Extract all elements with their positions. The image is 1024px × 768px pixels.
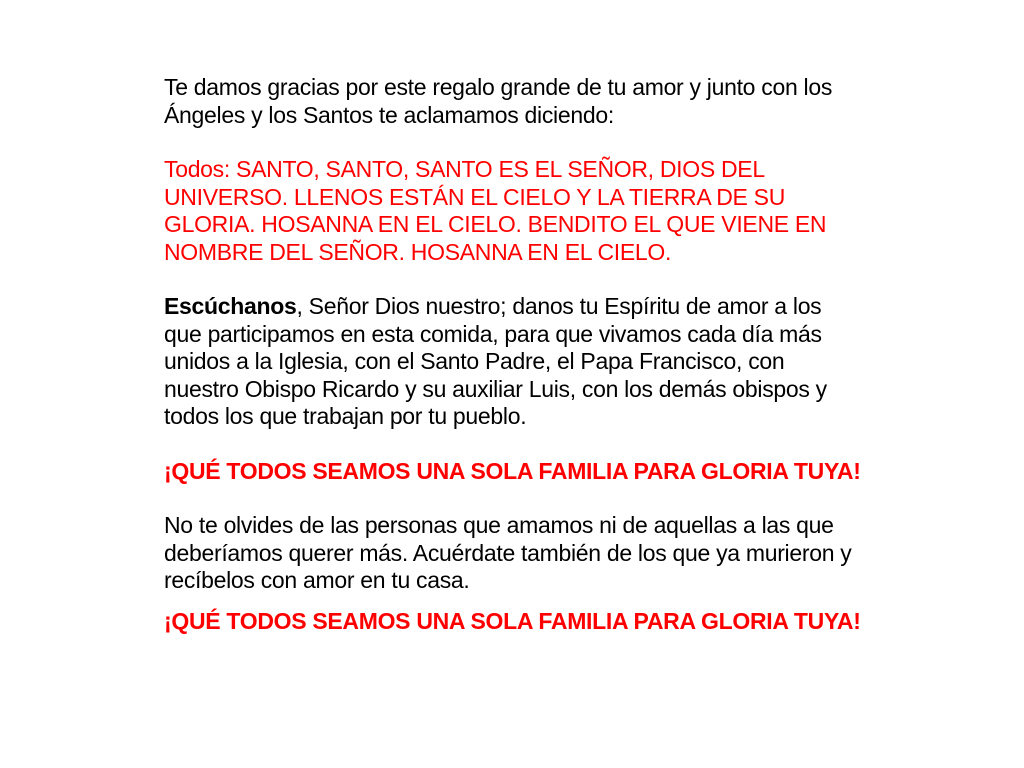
prayer-paragraph-escuchanos <box>164 293 864 431</box>
slide-text-body <box>164 74 864 635</box>
prayer-lead-word: Escúchanos <box>164 293 297 319</box>
response-familia-1: ¡QUÉ TODOS SEAMOS UNA SOLA FAMILIA PARA GLORIA TUYA! <box>164 457 861 484</box>
prayer-paragraph-remembrance: No te olvides de las personas que amamos ni de aquellas a las que deberíamos querer más. Acuérdate también de los que ya murieron y recíbelos con amor en tu casa. <box>164 512 852 593</box>
prayer-paragraph-thanks: Te damos gracias por este regalo grande de tu amor y junto con los Ángeles y los Santos te aclamamos diciendo: <box>164 74 833 128</box>
response-familia-2: ¡QUÉ TODOS SEAMOS UNA SOLA FAMILIA PARA GLORIA TUYA! <box>164 607 861 634</box>
response-sanctus: Todos: SANTO, SANTO, SANTO ES EL SEÑOR, DIOS DEL UNIVERSO. LLENOS ESTÁN EL CIELO Y LA TIERRA DE SU GLORIA. HOSANNA EN EL CIELO. BENDITO EL QUE VIENE EN NOMBRE DEL SEÑOR. HOSANNA EN EL CIELO. <box>164 156 827 265</box>
prayer-paragraph-escuchanos-text: , Señor Dios nuestro; danos tu Espíritu de amor a los que participamos en esta comida, para que vivamos cada día más unidos a la Iglesia, con el Santo Padre, el Papa Francisco, con nuestro Obispo Ricardo y su auxiliar Luis, con los demás obispos y todos los que trabajan por tu pueblo. <box>164 293 827 429</box>
